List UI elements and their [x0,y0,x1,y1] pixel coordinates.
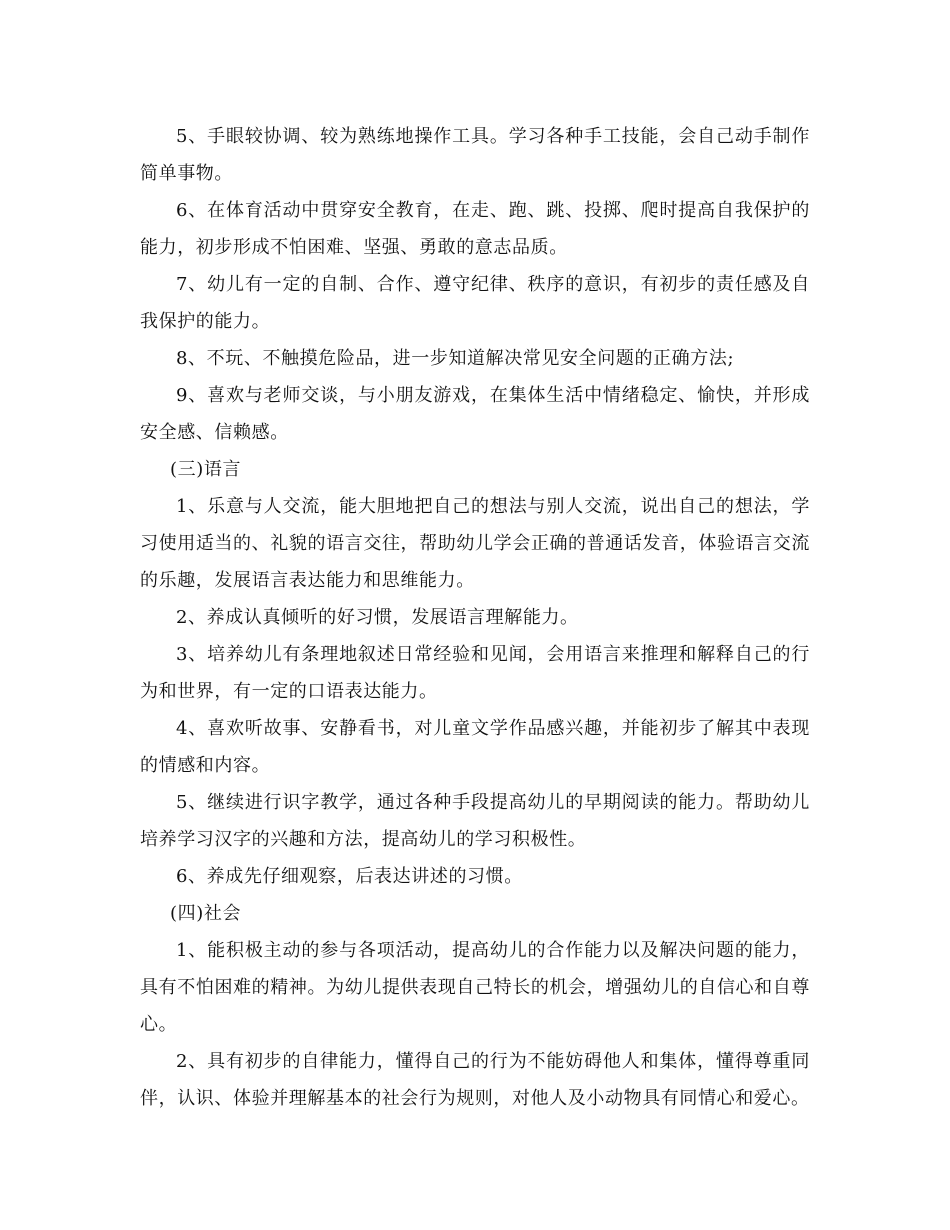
paragraph-language-4: 4、喜欢听故事、安静看书，对儿童文学作品感兴趣，并能初步了解其中表现的情感和内容。 [140,718,810,776]
paragraph-language-1: 1、乐意与人交流，能大胆地把自己的想法与别人交流，说出自己的想法，学习使用适当的、礼貌的语言交往，帮助幼儿学会正确的普通话发音，体验语言交流的乐趣，发展语言表达能力和思维能力。 [140,496,810,591]
paragraph-society-1: 1、能积极主动的参与各项活动，提高幼儿的合作能力以及解决问题的能力，具有不怕困难的精神。为幼儿提供表现自己特长的机会，增强幼儿的自信心和自尊心。 [140,940,810,1035]
paragraph-item-9-communication: 9、喜欢与老师交谈，与小朋友游戏，在集体生活中情绪稳定、愉快，并形成安全感、信赖感。 [140,385,810,443]
paragraph-language-5: 5、继续进行识字教学，通过各种手段提高幼儿的早期阅读的能力。帮助幼儿培养学习汉字的兴趣和方法，提高幼儿的学习积极性。 [140,792,810,850]
paragraph-society-2: 2、具有初步的自律能力，懂得自己的行为不能妨碍他人和集体，懂得尊重同伴，认识、体验并理解基本的社会行为规则，对他人及小动物具有同情心和爱心。 [140,1051,810,1109]
document-page [140,118,810,1117]
section-heading-language: (三)语言 [170,459,242,480]
paragraph-item-5-tools: 5、手眼较协调、较为熟练地操作工具。学习各种手工技能，会自己动手制作简单事物。 [140,126,810,184]
paragraph-item-6-safety-education: 6、在体育活动中贯穿安全教育，在走、跑、跳、投掷、爬时提高自我保护的能力，初步形成不怕困难、坚强、勇敢的意志品质。 [140,200,810,258]
paragraph-language-6: 6、养成先仔细观察，后表达讲述的习惯。 [176,866,523,887]
paragraph-language-3: 3、培养幼儿有条理地叙述日常经验和见闻，会用语言来推理和解释自己的行为和世界，有一定的口语表达能力。 [140,644,810,702]
paragraph-language-2: 2、养成认真倾听的好习惯，发展语言理解能力。 [176,607,579,628]
paragraph-item-8-danger: 8、不玩、不触摸危险品，进一步知道解决常见安全问题的正确方法; [176,348,735,369]
section-heading-society: (四)社会 [170,903,242,924]
paragraph-item-7-self-control: 7、幼儿有一定的自制、合作、遵守纪律、秩序的意识，有初步的责任感及自我保护的能力。 [140,274,810,332]
